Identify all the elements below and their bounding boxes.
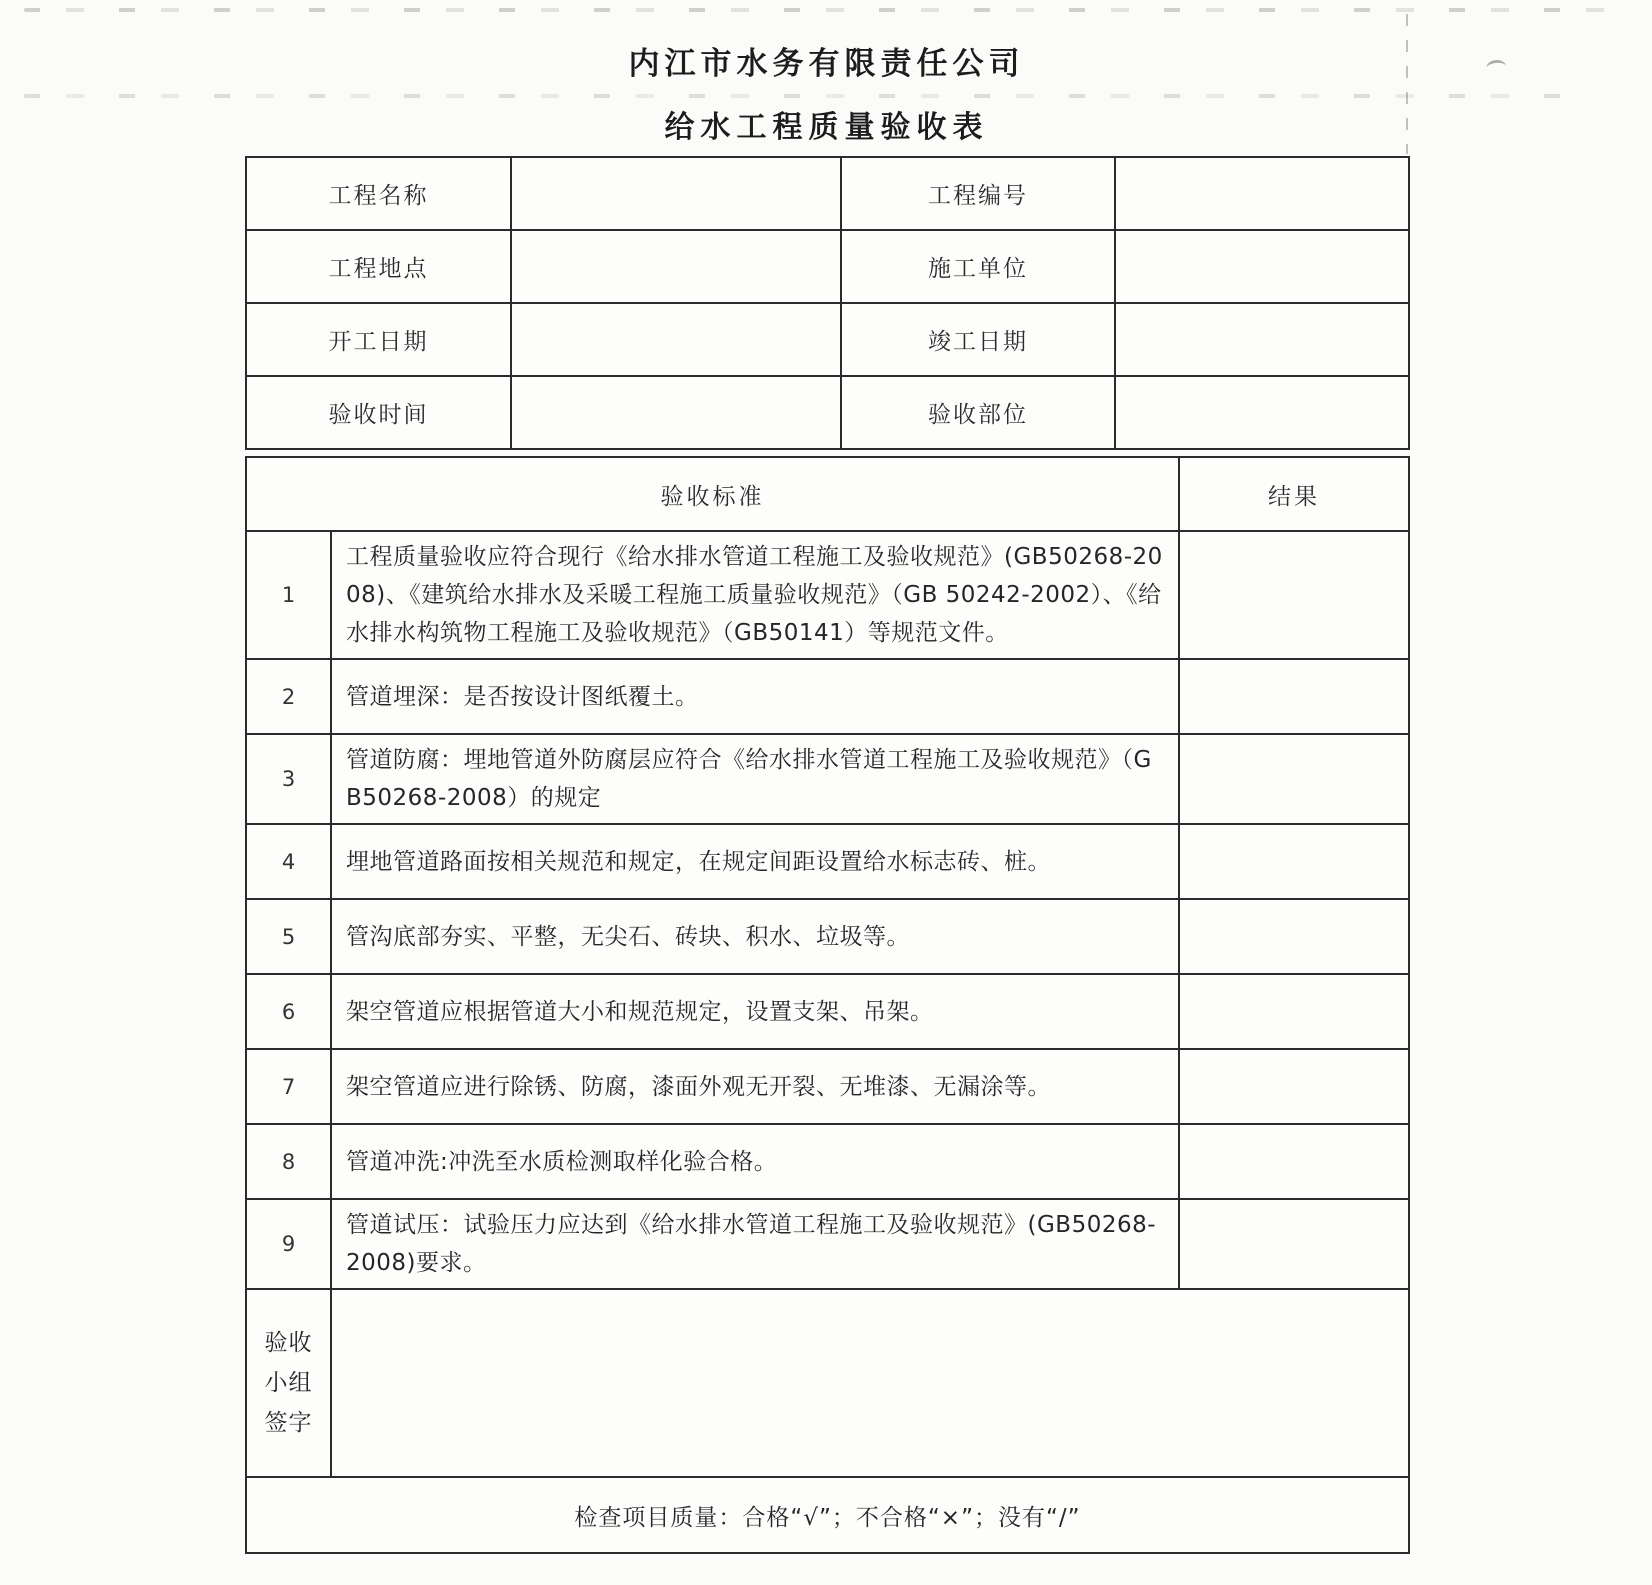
signature-area: [331, 1289, 1409, 1477]
standards-table: [245, 456, 1410, 1554]
info-label-start-date: 开工日期: [246, 303, 511, 376]
standard-text: 架空管道应进行除锈、防腐，漆面外观无开裂、无堆漆、无漏涂等。: [331, 1049, 1179, 1124]
info-value-acceptance-time: [511, 376, 841, 449]
signature-label-line: 签字: [264, 1410, 313, 1436]
row-number: 7: [246, 1049, 331, 1124]
info-value-construction-unit: [1115, 230, 1409, 303]
form-title: 给水工程质量验收表: [664, 110, 989, 145]
standard-text: 埋地管道路面按相关规范和规定，在规定间距设置给水标志砖、桩。: [331, 824, 1179, 899]
signature-label-line: 小组: [264, 1370, 313, 1396]
result-cell: [1179, 974, 1409, 1049]
signature-group-label: [246, 1289, 331, 1477]
info-row-location-constructor: [246, 230, 1409, 303]
standards-header-row: [246, 457, 1409, 531]
row-number: 8: [246, 1124, 331, 1199]
scan-artifact-mark: [1486, 59, 1507, 70]
row-number: 5: [246, 899, 331, 974]
info-value-project-location: [511, 230, 841, 303]
signature-row: [246, 1289, 1409, 1477]
standard-text: 架空管道应根据管道大小和规范规定，设置支架、吊架。: [331, 974, 1179, 1049]
info-value-acceptance-part: [1115, 376, 1409, 449]
row-number: 1: [246, 531, 331, 659]
row-number: 6: [246, 974, 331, 1049]
standard-row: [246, 1124, 1409, 1199]
row-number: 3: [246, 734, 331, 824]
company-title: 内江市水务有限责任公司: [628, 46, 1025, 82]
standard-row: [246, 734, 1409, 824]
result-header: 结果: [1179, 457, 1409, 531]
standard-row: [246, 1199, 1409, 1289]
signature-label-line: 验收: [264, 1330, 313, 1356]
row-number: 4: [246, 824, 331, 899]
standard-row: [246, 824, 1409, 899]
info-value-project-number: [1115, 157, 1409, 230]
scan-artifact-streak-mid: [24, 94, 1584, 98]
info-row-acceptance: [246, 376, 1409, 449]
standard-row: [246, 1049, 1409, 1124]
result-cell: [1179, 734, 1409, 824]
standard-row: [246, 974, 1409, 1049]
standard-text: 管沟底部夯实、平整，无尖石、砖块、积水、垃圾等。: [331, 899, 1179, 974]
footer-row: [246, 1477, 1409, 1553]
info-value-start-date: [511, 303, 841, 376]
info-label-acceptance-time: 验收时间: [246, 376, 511, 449]
info-row-name-number: [246, 157, 1409, 230]
info-label-project-number: 工程编号: [841, 157, 1115, 230]
info-row-dates: [246, 303, 1409, 376]
project-info-table: [245, 156, 1410, 450]
row-number: 9: [246, 1199, 331, 1289]
info-label-construction-unit: 施工单位: [841, 230, 1115, 303]
standard-text: 工程质量验收应符合现行《给水排水管道工程施工及验收规范》(GB50268-2008)、《建筑给水排水及采暖工程施工质量验收规范》（GB 50242-2002）、《给水排水构筑物工程施工及验收规范》（GB50141）等规范文件。: [331, 531, 1179, 659]
result-cell: [1179, 1124, 1409, 1199]
result-cell: [1179, 531, 1409, 659]
standard-row: [246, 531, 1409, 659]
standard-text: 管道冲洗:冲洗至水质检测取样化验合格。: [331, 1124, 1179, 1199]
quality-legend-note: 检查项目质量：合格“√”；不合格“×”；没有“/”: [246, 1477, 1409, 1553]
result-cell: [1179, 1049, 1409, 1124]
info-value-project-name: [511, 157, 841, 230]
criteria-header: 验收标准: [246, 457, 1179, 531]
standard-text: 管道试压：试验压力应达到《给水排水管道工程施工及验收规范》(GB50268-2008)要求。: [331, 1199, 1179, 1289]
info-label-acceptance-part: 验收部位: [841, 376, 1115, 449]
standard-row: [246, 899, 1409, 974]
info-label-project-location: 工程地点: [246, 230, 511, 303]
info-label-project-name: 工程名称: [246, 157, 511, 230]
scan-artifact-streak-top: [24, 8, 1624, 12]
info-label-completion-date: 竣工日期: [841, 303, 1115, 376]
standard-row: [246, 659, 1409, 734]
result-cell: [1179, 824, 1409, 899]
standard-text: 管道防腐：埋地管道外防腐层应符合《给水排水管道工程施工及验收规范》（GB50268-2008）的规定: [331, 734, 1179, 824]
row-number: 2: [246, 659, 331, 734]
info-value-completion-date: [1115, 303, 1409, 376]
result-cell: [1179, 899, 1409, 974]
result-cell: [1179, 1199, 1409, 1289]
standard-text: 管道埋深：是否按设计图纸覆土。: [331, 659, 1179, 734]
result-cell: [1179, 659, 1409, 734]
